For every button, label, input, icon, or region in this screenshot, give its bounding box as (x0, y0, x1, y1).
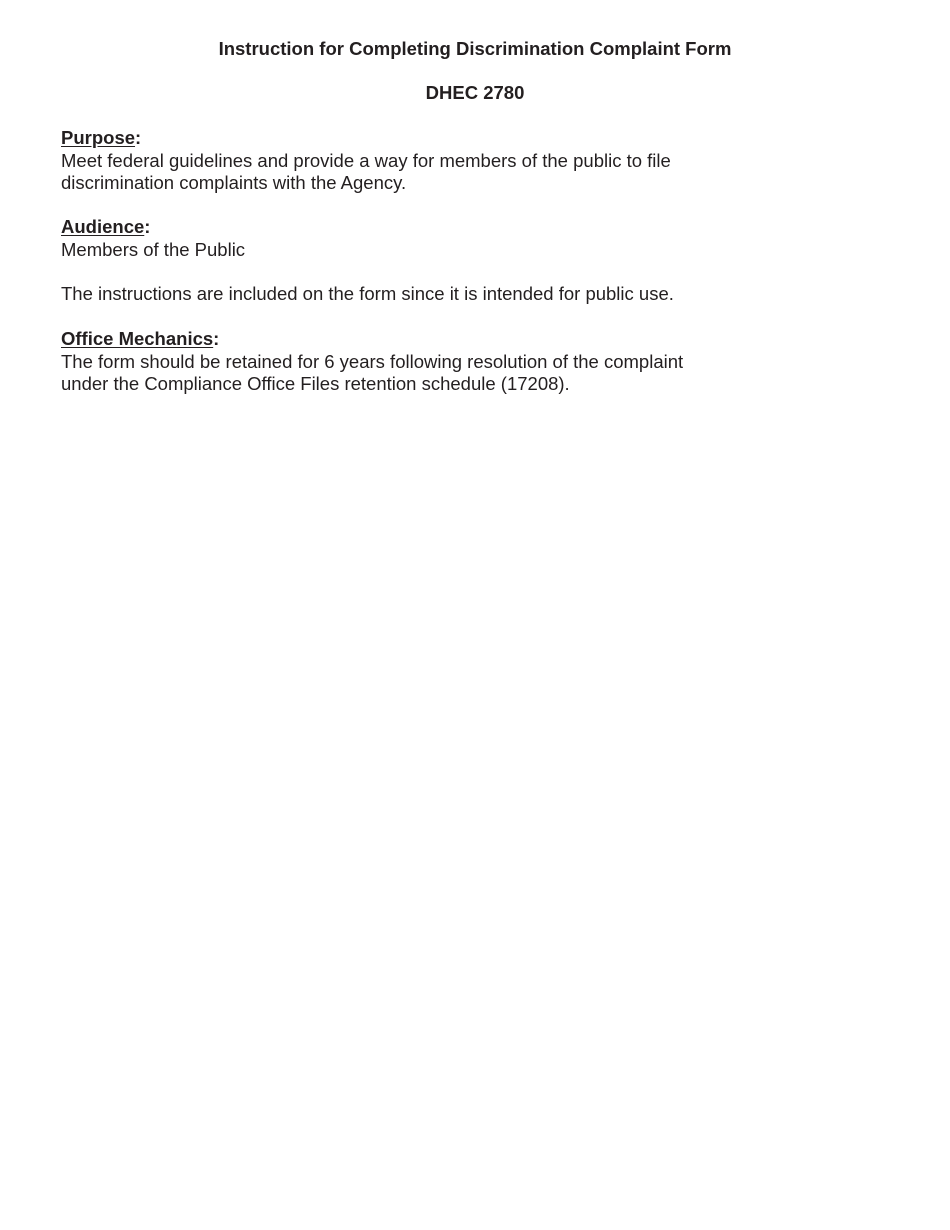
audience-heading-colon: : (144, 216, 151, 237)
office-mechanics-text-line-1: The form should be retained for 6 years following resolution of the complaint (61, 350, 684, 372)
office-mechanics-heading (61, 328, 761, 351)
office-mechanics-heading-label: Office Mechanics (61, 328, 214, 349)
audience-text: Members of the Public (61, 238, 246, 260)
office-mechanics-heading-colon: : (213, 328, 220, 349)
document-title: Instruction for Completing Discrimination Complaint Form (218, 38, 732, 59)
office-mechanics-text-line-2: under the Compliance Office Files retention schedule (17208). (61, 373, 570, 394)
purpose-heading (61, 127, 761, 150)
purpose-heading-colon: : (135, 127, 142, 148)
purpose-text-line-1: Meet federal guidelines and provide a way for members of the public to file (61, 149, 671, 171)
instructions-note-text: The instructions are included on the form since it is intended for public use. (61, 283, 674, 304)
form-number: DHEC 2780 (425, 82, 525, 103)
office-mechanics-section (61, 328, 761, 396)
audience-section (61, 216, 761, 261)
audience-heading-label: Audience (61, 216, 145, 237)
purpose-section (61, 127, 761, 195)
instructions-note-section (61, 283, 761, 306)
purpose-heading-label: Purpose (61, 127, 136, 148)
purpose-text-line-2: discrimination complaints with the Agency. (61, 172, 407, 193)
audience-heading (61, 216, 761, 239)
